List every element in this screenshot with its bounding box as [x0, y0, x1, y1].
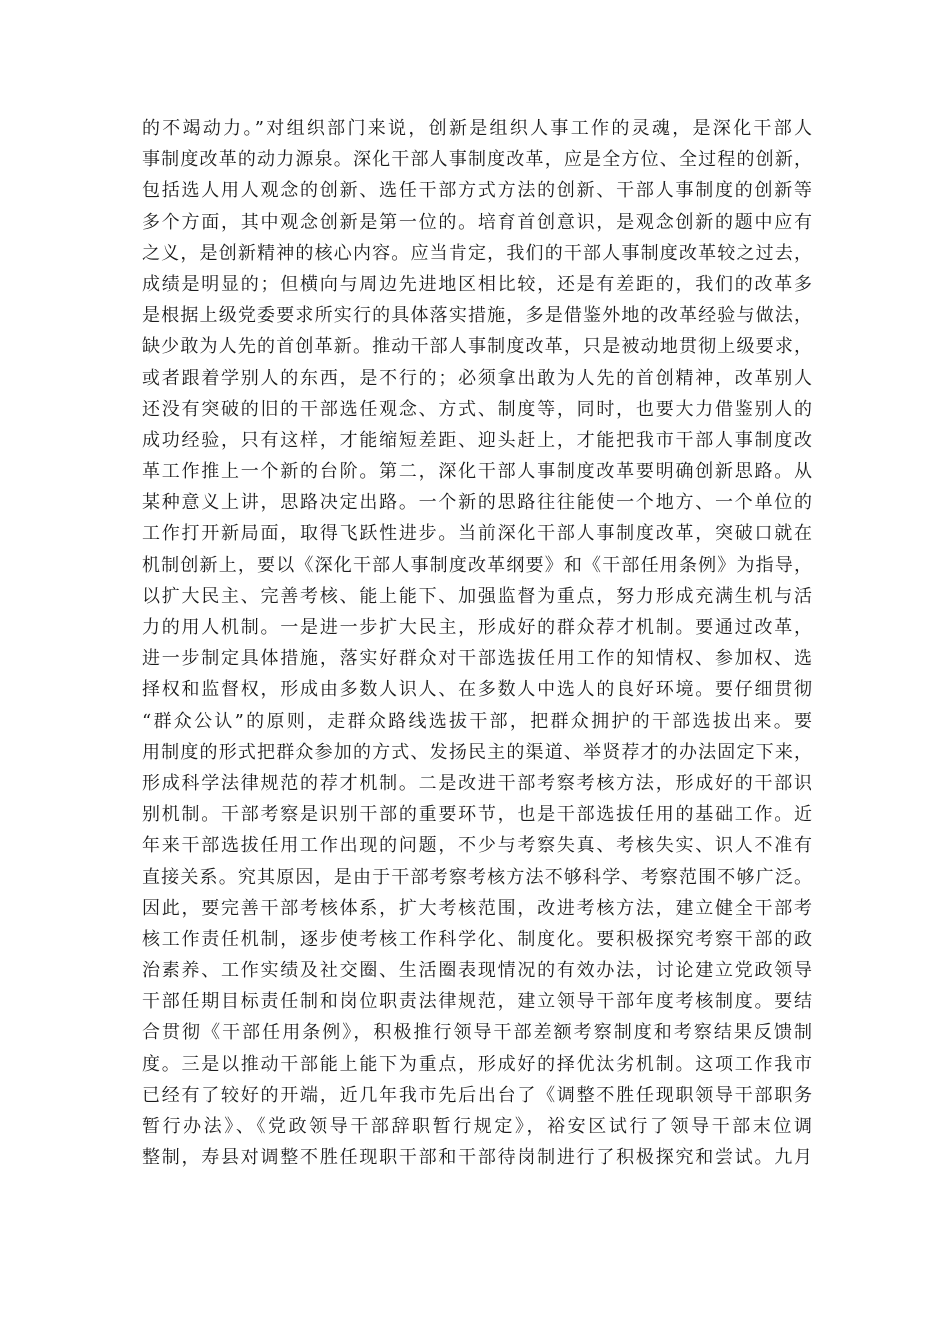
text-line: 择权和监督权，形成由多数人识人、在多数人中选人的良好环境。要仔细贯彻 [142, 679, 812, 701]
text-line: 合贯彻《干部任用条例》，积极推行领导干部差额考察制度和考察结果反馈制 [142, 1022, 812, 1044]
text-line: 成绩是明显的；但横向与周边先进地区相比较，还是有差距的，我们的改革多 [142, 273, 812, 295]
text-line: 缺少敢为人先的首创革新。推动干部人事制度改革，只是被动地贯彻上级要求， [142, 336, 812, 358]
text-line: 治素养、工作实绩及社交圈、生活圈表现情况的有效办法，讨论建立党政领导 [142, 960, 812, 982]
text-line: 别机制。干部考察是识别干部的重要环节，也是干部选拔任用的基础工作。近 [142, 804, 812, 826]
text-line: 暂行办法》、《党政领导干部辞职暂行规定》，裕安区试行了领导干部末位调 [142, 1116, 812, 1137]
text-line: 以扩大民主、完善考核、能上能下、加强监督为重点，努力形成充满生机与活 [142, 585, 812, 607]
text-line: 年来干部选拔任用工作出现的问题，不少与考察失真、考核失实、识人不准有 [142, 835, 812, 857]
text-line: 机制创新上，要以《深化干部人事制度改革纲要》和《干部任用条例》为指导， [142, 554, 812, 576]
text-line: 已经有了较好的开端，近几年我市先后出台了《调整不胜任现职领导干部职务 [142, 1084, 812, 1106]
text-line: “群众公认”的原则，走群众路线选拔干部，把群众拥护的干部选拔出来。要 [142, 710, 812, 732]
text-line: 工作打开新局面，取得飞跃性进步。当前深化干部人事制度改革，突破口就在 [142, 523, 812, 545]
text-line: 事制度改革的动力源泉。深化干部人事制度改革，应是全方位、全过程的创新， [142, 149, 812, 171]
text-line: 直接关系。究其原因，是由于干部考察考核方法不够科学、考察范围不够广泛。 [142, 866, 812, 888]
text-line: 因此，要完善干部考核体系，扩大考核范围，改进考核方法，建立健全干部考 [142, 897, 812, 919]
text-line: 形成科学法律规范的荐才机制。二是改进干部考察考核方法，形成好的干部识 [142, 772, 812, 794]
text-line: 还没有突破的旧的干部选任观念、方式、制度等，同时，也要大力借鉴别人的 [142, 398, 812, 420]
text-line: 之义，是创新精神的核心内容。应当肯定，我们的干部人事制度改革较之过去， [142, 242, 812, 264]
text-line: 进一步制定具体措施，落实好群众对干部选拔任用工作的知情权、参加权、选 [142, 648, 812, 670]
text-line: 的不竭动力。”对组织部门来说，创新是组织人事工作的灵魂，是深化干部人 [142, 118, 812, 139]
text-line: 力的用人机制。一是进一步扩大民主，形成好的群众荐才机制。要通过改革， [142, 617, 812, 638]
text-line: 包括选人用人观念的创新、选任干部方式方法的创新、干部人事制度的创新等 [142, 180, 812, 202]
text-line: 多个方面，其中观念创新是第一位的。培育首创意识，是观念创新的题中应有 [142, 211, 812, 233]
text-line: 度。三是以推动干部能上能下为重点，形成好的择优汰劣机制。这项工作我市 [142, 1053, 812, 1075]
text-line: 成功经验，只有这样，才能缩短差距、迎头赶上，才能把我市干部人事制度改 [142, 429, 812, 451]
text-line: 革工作推上一个新的台阶。第二，深化干部人事制度改革要明确创新思路。从 [142, 461, 812, 483]
text-line: 核工作责任机制，逐步使考核工作科学化、制度化。要积极探究考察干部的政 [142, 928, 812, 950]
text-line: 干部任期目标责任制和岗位职责法律规范，建立领导干部年度考核制度。要结 [142, 991, 812, 1013]
text-line: 某种意义上讲，思路决定出路。一个新的思路往往能使一个地方、一个单位的 [142, 492, 812, 514]
text-line: 或者跟着学别人的东西，是不行的；必须拿出敢为人先的首创精神，改革别人 [142, 367, 812, 389]
body-text [142, 113, 812, 1173]
text-line: 是根据上级党委要求所实行的具体落实措施，多是借鉴外地的改革经验与做法， [142, 305, 812, 327]
text-line: 整制，寿县对调整不胜任现职干部和干部待岗制进行了积极探究和尝试。九月 [142, 1147, 812, 1169]
text-line: 用制度的形式把群众参加的方式、发扬民主的渠道、举贤荐才的办法固定下来， [142, 741, 812, 763]
